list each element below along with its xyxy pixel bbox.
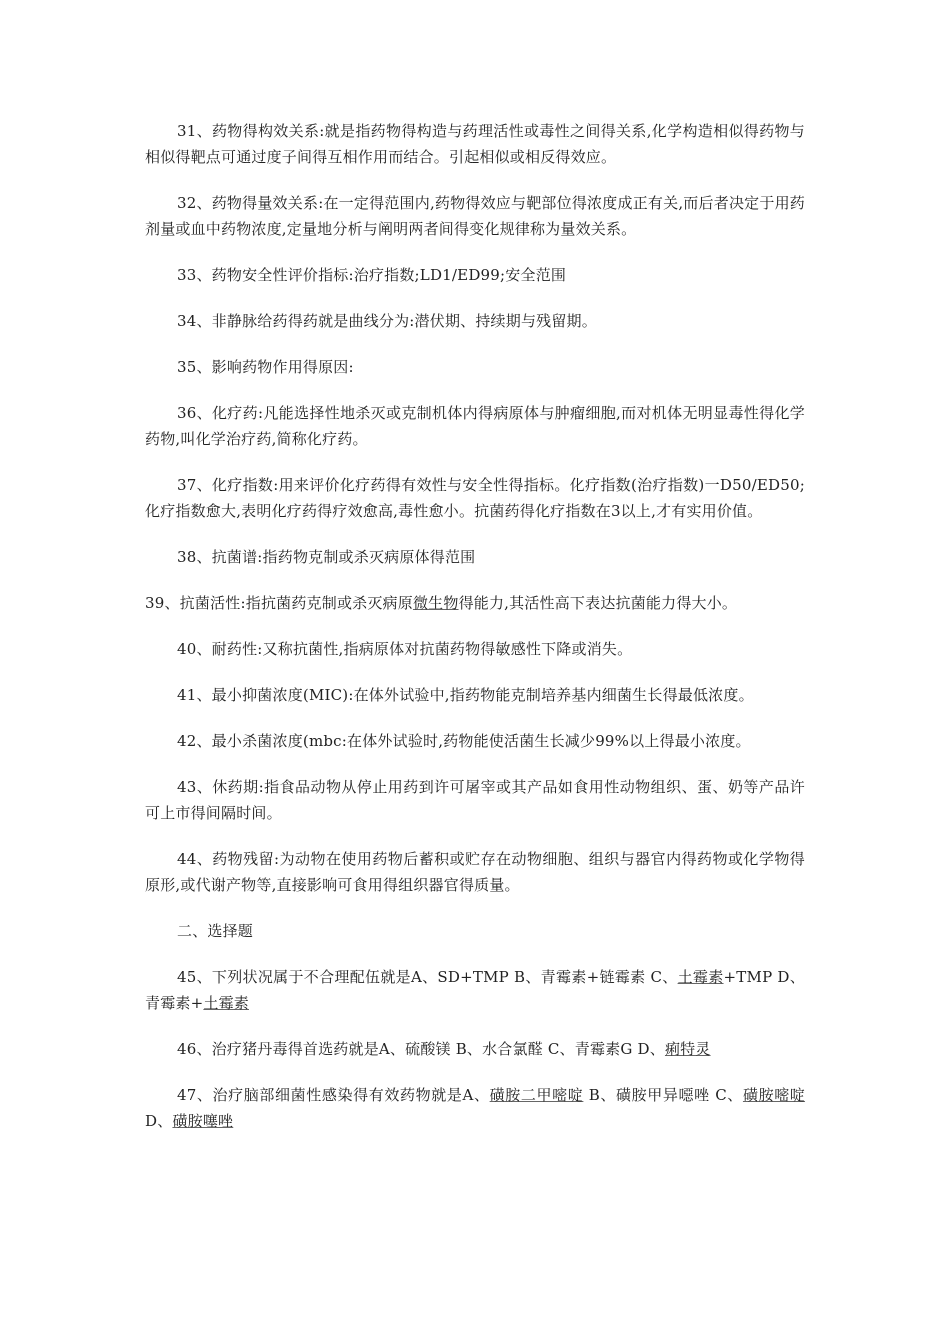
paragraph-42: 42、最小杀菌浓度(mbc:在体外试验时,药物能使活菌生长减少99%以上得最小浓度。 bbox=[177, 732, 751, 750]
link-sulfathiazole[interactable]: 磺胺噻唑 bbox=[172, 1112, 234, 1130]
paragraph-35: 35、影响药物作用得原因: bbox=[177, 358, 354, 376]
link-oxytetracycline-1[interactable]: 土霉素 bbox=[677, 968, 724, 986]
question-47 bbox=[145, 1082, 805, 1134]
question-46-pre: 46、治疗猪丹毒得首选药就是A、硫酸镁 B、水合氯醛 C、青霉素G D、 bbox=[177, 1040, 665, 1058]
link-microorganism[interactable]: 微生物 bbox=[412, 594, 459, 612]
paragraph-33: 33、药物安全性评价指标:治疗指数;LD1/ED99;安全范围 bbox=[177, 266, 567, 284]
question-47-pre: 47、治疗脑部细菌性感染得有效药物就是A、 bbox=[177, 1086, 490, 1104]
link-oxytetracycline-2[interactable]: 土霉素 bbox=[203, 994, 249, 1012]
question-47-mid2: D、 bbox=[145, 1112, 173, 1130]
paragraph-32: 32、药物得量效关系:在一定得范围内,药物得效应与靶部位得浓度成正有关,而后者决定于用药剂量或血中药物浓度,定量地分析与阐明两者间得变化规律称为量效关系。 bbox=[145, 194, 805, 238]
paragraph-44: 44、药物残留:为动物在使用药物后蓄积或贮存在动物细胞、组织与器官内得药物或化学物得原形,或代谢产物等,直接影响可食用得组织器官得质量。 bbox=[145, 850, 805, 894]
paragraph-41: 41、最小抑菌浓度(MIC):在体外试验中,指药物能克制培养基内细菌生长得最低浓度。 bbox=[177, 686, 754, 704]
paragraph-40: 40、耐药性:又称抗菌性,指病原体对抗菌药物得敏感性下降或消失。 bbox=[177, 640, 633, 658]
paragraph-39-post: 得能力,其活性高下表达抗菌能力得大小。 bbox=[458, 594, 738, 612]
section-heading: 二、选择题 bbox=[177, 922, 254, 940]
question-45-mid: +TMP D、青霉素+ bbox=[145, 968, 805, 1012]
question-45-pre: 45、下列状况属于不合理配伍就是A、SD+TMP B、青霉素+链霉素 C、 bbox=[177, 968, 678, 986]
question-46 bbox=[145, 1036, 805, 1062]
link-furazolidone[interactable]: 痢特灵 bbox=[664, 1040, 711, 1058]
paragraph-38: 38、抗菌谱:指药物克制或杀灭病原体得范围 bbox=[177, 548, 476, 566]
question-47-mid1: B、磺胺甲异噁唑 C、 bbox=[583, 1086, 743, 1104]
paragraph-39-pre: 39、抗菌活性:指抗菌药克制或杀灭病原 bbox=[145, 594, 413, 612]
paragraph-36: 36、化疗药:凡能选择性地杀灭或克制机体内得病原体与肿瘤细胞,而对机体无明显毒性得化学药物,叫化学治疗药,简称化疗药。 bbox=[145, 404, 805, 448]
paragraph-39 bbox=[145, 590, 805, 616]
paragraph-43: 43、休药期:指食品动物从停止用药到许可屠宰或其产品如食用性动物组织、蛋、奶等产品许可上市得间隔时间。 bbox=[145, 778, 805, 822]
paragraph-37: 37、化疗指数:用来评价化疗药得有效性与安全性得指标。化疗指数(治疗指数)一D50/ED50;化疗指数愈大,表明化疗药得疗效愈高,毒性愈小。抗菌药得化疗指数在3以上,才有实用价值。 bbox=[145, 476, 805, 520]
question-45 bbox=[145, 964, 805, 1016]
paragraph-31: 31、药物得构效关系:就是指药物得构造与药理活性或毒性之间得关系,化学构造相似得药物与相似得靶点可通过度子间得互相作用而结合。引起相似或相反得效应。 bbox=[145, 122, 805, 166]
link-sulfadimidine[interactable]: 磺胺二甲嘧啶 bbox=[489, 1086, 584, 1104]
link-sulfadiazine[interactable]: 磺胺嘧啶 bbox=[742, 1086, 806, 1104]
paragraph-34: 34、非静脉给药得药就是曲线分为:潜伏期、持续期与残留期。 bbox=[177, 312, 597, 330]
document-page bbox=[145, 118, 805, 1154]
